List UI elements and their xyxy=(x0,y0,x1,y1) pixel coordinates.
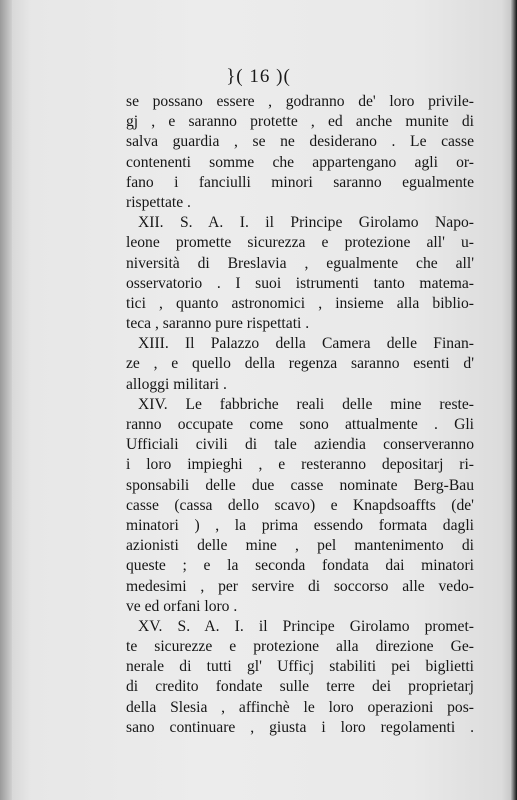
text-line: rispettate . xyxy=(126,193,191,211)
text-line: azionisti delle mine , pel mantenimento di xyxy=(126,537,474,555)
text-line: gj , e saranno protette , ed anche munite di xyxy=(126,113,474,131)
text-line: di credito fondate sulle terre dei proprietarj xyxy=(126,678,474,696)
text-line: sano continuare , giusta i loro regolamenti . xyxy=(126,718,474,736)
text-line: te sicurezze e protezione alla direzione Ge- xyxy=(126,638,474,656)
text-line: casse (cassa dello scavo) e Knapdsoaffts (de' xyxy=(126,496,474,514)
text-line: niversità di Breslavia , egualmente che all' xyxy=(126,254,474,272)
text-line: della Slesia , affinchè le loro operazioni pos- xyxy=(126,698,474,716)
text-line: nerale di tutti gl' Ufficj stabiliti pei biglietti xyxy=(126,658,474,676)
text-line: ve ed orfani loro . xyxy=(126,597,238,615)
text-line: se possano essere , godranno de' loro privile- xyxy=(126,93,474,110)
text-line: medesimi , per servire di soccorso alle vedo- xyxy=(126,577,474,595)
text-line: XIII. Il Palazzo della Camera delle Finan- xyxy=(138,335,474,353)
text-line: ze , e quello della regenza saranno esenti d' xyxy=(126,355,474,373)
text-line: alloggi militari . xyxy=(126,375,227,393)
page-edge-shadow xyxy=(511,0,517,800)
text-line: ranno occupate come sono attualmente . Gli xyxy=(126,416,474,433)
page-gutter-shadow xyxy=(0,0,12,800)
text-line: fano i fanciulli minori saranno egualmente xyxy=(126,173,474,191)
text-line: sponsabili delle due casse nominate Berg-Bau xyxy=(126,476,474,494)
text-line: contenenti somme che appartengano agli or- xyxy=(126,153,474,171)
page-number: }( 16 )( xyxy=(226,66,291,87)
body-text xyxy=(126,92,474,738)
text-line: i loro impieghi , e resteranno depositarj ri- xyxy=(126,456,474,474)
text-line: osservatorio . I suoi istrumenti tanto matema- xyxy=(126,274,474,292)
text-line: XV. S. A. I. il Principe Girolamo promet- xyxy=(138,617,474,635)
text-line: XIV. Le fabbriche reali delle mine reste- xyxy=(138,395,474,413)
text-line: salva guardia , se ne desiderano . Le casse xyxy=(126,133,474,151)
text-line: XII. S. A. I. il Principe Girolamo Napo- xyxy=(138,214,474,232)
text-line: Ufficiali civili di tale aziendia conserveranno xyxy=(126,436,474,454)
text-line: teca , saranno pure rispettati . xyxy=(126,315,310,333)
text-line: leone promette sicurezza e protezione all' u- xyxy=(126,234,474,252)
text-line: tici , quanto astronomici , insieme alla biblio- xyxy=(126,294,474,312)
text-line: queste ; e la seconda fondata dai minatori xyxy=(126,557,474,575)
text-line: minatori ) , la prima essendo formata dagli xyxy=(126,516,474,534)
